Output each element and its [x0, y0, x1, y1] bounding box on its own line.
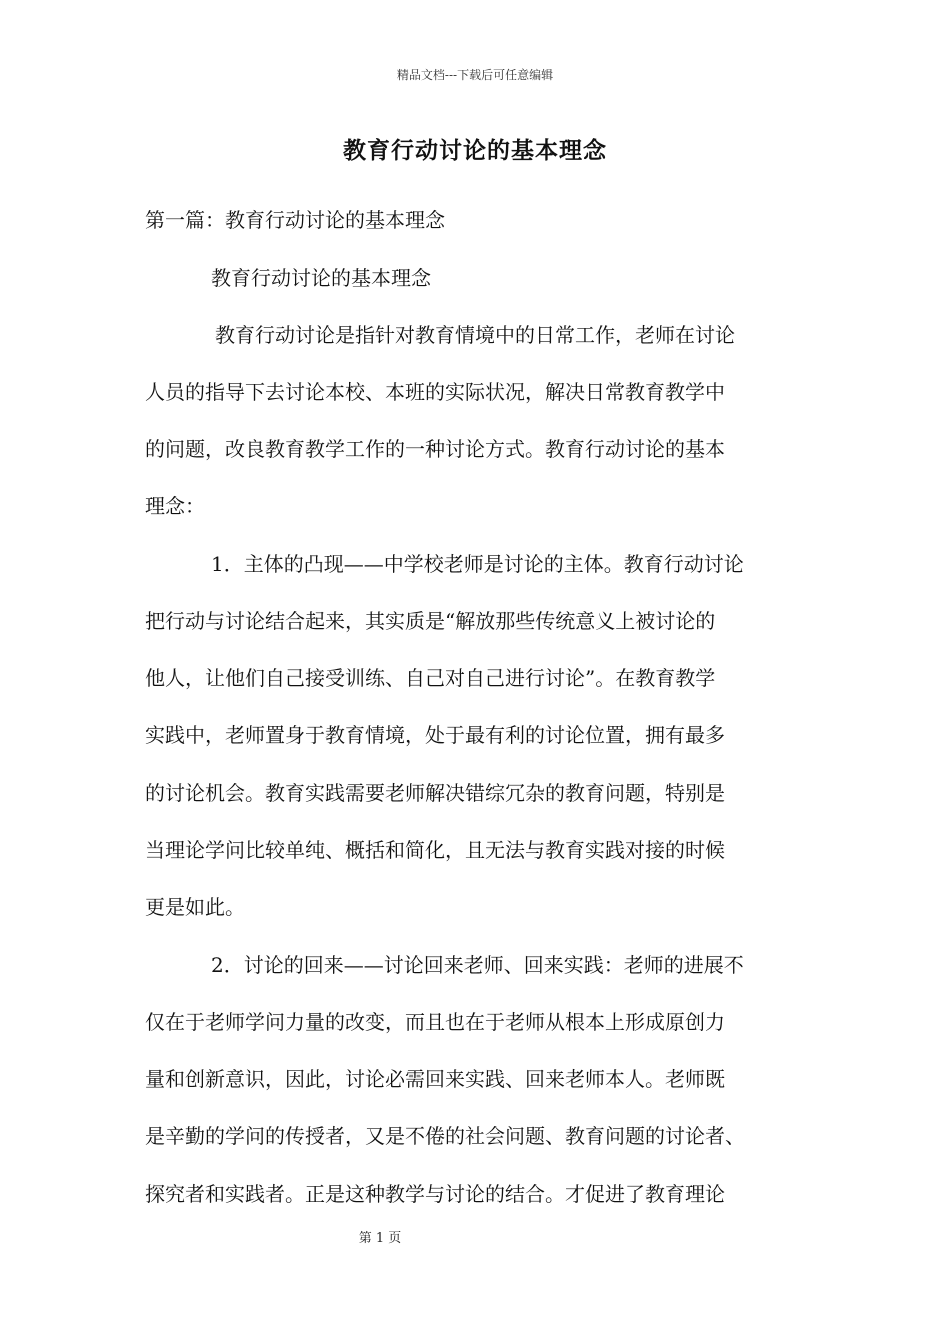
paragraph-line: 理念： — [145, 494, 205, 518]
paragraph-line: 更是如此。 — [145, 895, 245, 919]
document-title: 教育行动讨论的基本理念 — [343, 137, 607, 164]
paragraph-line: 实践中，老师置身于教育情境，处于最有利的讨论位置，拥有最多 — [145, 723, 725, 747]
paragraph-line: 的问题，改良教育教学工作的一种讨论方式。教育行动讨论的基本 — [145, 437, 725, 461]
page-number: 第 1 页 — [358, 1231, 402, 1246]
paragraph-line: 当理论学问比较单纯、概括和简化，且无法与教育实践对接的时候 — [145, 838, 725, 862]
paragraph-line: 探究者和实践者。正是这种教学与讨论的结合。才促进了教育理论 — [145, 1182, 725, 1206]
paragraph-line: 的讨论机会。教育实践需要老师解决错综冗杂的教育问题，特别是 — [145, 781, 725, 805]
paragraph-line: 量和创新意识，因此，讨论必需回来实践、回来老师本人。老师既 — [145, 1067, 725, 1091]
paragraph-line: 2．讨论的回来——讨论回来老师、回来实践：老师的进展不 — [211, 953, 744, 977]
paragraph-line: 把行动与讨论结合起来，其实质是“解放那些传统意义上被讨论的 — [145, 609, 716, 633]
paragraph-line: 他人，让他们自己接受训练、自己对自己进行讨论”。在教育教学 — [145, 666, 716, 690]
paragraph-line: 仅在于老师学问力量的改变，而且也在于老师从根本上形成原创力 — [145, 1010, 725, 1034]
subheading: 教育行动讨论的基本理念 — [211, 266, 431, 290]
paragraph-line: 人员的指导下去讨论本校、本班的实际状况，解决日常教育教学中 — [145, 380, 725, 404]
paragraph-line: 是辛勤的学问的传授者，又是不倦的社会问题、教育问题的讨论者、 — [145, 1124, 745, 1148]
section-heading: 第一篇：教育行动讨论的基本理念 — [145, 208, 445, 232]
paragraph-line: 教育行动讨论是指针对教育情境中的日常工作，老师在讨论 — [215, 323, 735, 347]
page-header: 精品文档---下载后可任意编辑 — [396, 68, 554, 82]
paragraph-line: 1．主体的凸现——中学校老师是讨论的主体。教育行动讨论 — [211, 552, 744, 576]
